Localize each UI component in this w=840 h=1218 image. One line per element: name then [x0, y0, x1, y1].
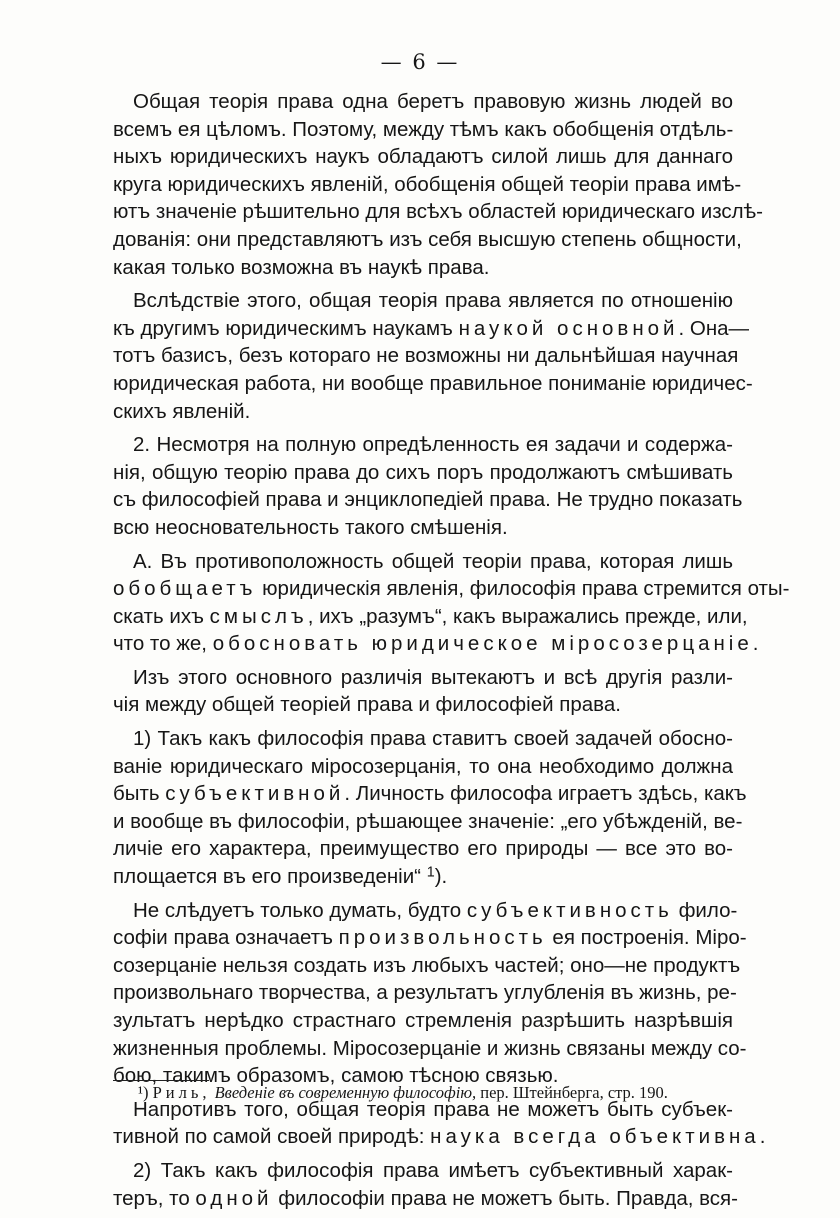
- line-text: А. Въ противоположность общей теоріи права, которая лишь: [133, 549, 733, 573]
- line-text: ея построенія. Міро-: [546, 926, 747, 950]
- text-line: [113, 753, 733, 781]
- line-text: скать ихъ: [113, 604, 210, 628]
- footnote-reference: 1: [426, 864, 435, 881]
- paragraph: [113, 287, 753, 425]
- text-line: [113, 143, 733, 171]
- line-text: софіи права означаетъ: [113, 926, 339, 950]
- footnote-marker: ¹): [138, 1083, 149, 1102]
- line-text: тотъ базисъ, безъ котораго не возможны ни дальнѣйшая научная: [113, 344, 739, 368]
- line-text: чія между общей теоріей права и философіей права.: [113, 693, 621, 717]
- line-text: личіе его характера, преимущество его природы — все это во-: [113, 837, 733, 861]
- text-line: [113, 897, 738, 925]
- emphasized-text: наукой основной: [458, 316, 679, 340]
- text-line: [113, 1123, 766, 1151]
- emphasized-text: одной: [195, 1186, 273, 1210]
- paragraph: [113, 88, 763, 281]
- line-text: юридическая работа, ни вообще правильное пониманіе юридичес-: [113, 371, 753, 395]
- text-line: [113, 725, 733, 753]
- paragraph: [113, 548, 790, 658]
- line-text: 2. Несмотря на полную опредѣленность ея задачи и содержа-: [133, 433, 733, 457]
- line-text: быть: [113, 782, 166, 806]
- line-text: нія, общую теорію права до сихъ поръ продолжаютъ смѣшивать: [113, 460, 733, 484]
- paragraph: [113, 664, 733, 719]
- line-text: теръ, то: [113, 1186, 196, 1210]
- emphasized-text: смыслъ: [209, 604, 308, 628]
- emphasized-text: обосновать юридическое міросозерцаніе: [212, 632, 753, 656]
- footnote-rest: пер. Штейнберга, стр. 190.: [480, 1083, 668, 1102]
- text-line: [113, 808, 743, 836]
- text-line: [113, 691, 733, 719]
- emphasized-text: субъективной: [165, 782, 345, 806]
- paragraph: [113, 1157, 738, 1212]
- text-line: [113, 226, 742, 254]
- text-line: [113, 548, 733, 576]
- paragraph: [113, 897, 747, 1090]
- emphasized-text: обобщаетъ: [113, 577, 257, 601]
- text-line: [113, 924, 747, 952]
- text-line: [113, 630, 759, 658]
- line-text: всю неосновательность такого смѣшенія.: [113, 515, 508, 539]
- text-line: [113, 1185, 738, 1213]
- text-line: [113, 431, 733, 459]
- text-line: [113, 342, 739, 370]
- text-line: [113, 370, 753, 398]
- line-text: 2) Такъ какъ философія права имѣетъ субъективный харак-: [133, 1158, 733, 1182]
- text-line: [113, 780, 747, 808]
- line-text: Не слѣдуетъ только думать, будто: [133, 898, 467, 922]
- line-text: .: [759, 1125, 766, 1149]
- line-text: скихъ явленій.: [113, 399, 251, 423]
- text-line: [113, 116, 733, 144]
- line-text: дованія: они представляютъ изъ себя высшую степень общности,: [113, 227, 742, 251]
- line-text: ).: [434, 865, 448, 889]
- line-text: какая только возможна въ наукѣ права.: [113, 255, 490, 279]
- footnote-divider: [113, 1080, 209, 1081]
- line-text: юридическія явленія, философія права стремится оты-: [256, 577, 790, 601]
- text-line: [113, 575, 790, 603]
- line-text: произвольнаго творчества, а результатъ углубленія въ жизнь, ре-: [113, 981, 737, 1005]
- emphasized-text: произвольность: [338, 926, 547, 950]
- line-text: Изъ этого основного различія вытекаютъ и всѣ другія разли-: [133, 665, 733, 689]
- text-line: [113, 315, 750, 343]
- line-text: фило-: [672, 898, 738, 922]
- line-text: бою, такимъ образомъ, самою тѣсною связью.: [113, 1064, 559, 1088]
- line-text: философіи права не можетъ быть. Правда, вся-: [272, 1186, 738, 1210]
- emphasized-text: наука всегда объективна: [430, 1125, 760, 1149]
- line-text: созерцаніе нельзя создать изъ любыхъ частей; оно—не продуктъ: [113, 953, 741, 977]
- paragraph: [113, 1096, 766, 1151]
- text-line: [113, 398, 733, 426]
- text-line: [113, 952, 741, 980]
- line-text: Напротивъ того, общая теорія права не можетъ быть субъек-: [133, 1097, 733, 1121]
- emphasized-text: субъективность: [466, 898, 673, 922]
- text-line: [113, 198, 763, 226]
- line-text: къ другимъ юридическимъ наукамъ: [113, 316, 459, 340]
- line-text: жизненныя проблемы. Міросозерцаніе и жизнь связаны между со-: [113, 1036, 747, 1060]
- line-text: ваніе юридическаго міросозерцанія, то она необходимо должна: [113, 754, 733, 778]
- text-line: [113, 835, 733, 863]
- text-line: [113, 603, 748, 631]
- line-text: ныхъ юридическихъ наукъ обладаютъ силой лишь для даннаго: [113, 145, 733, 169]
- line-text: Вслѣдствіе этого, общая теорія права является по отношенію: [133, 289, 733, 313]
- text-line: [113, 1007, 733, 1035]
- footnote-title: Введеніе въ современную философію,: [214, 1083, 477, 1102]
- line-text: что то же,: [113, 632, 213, 656]
- page-number: — 6 —: [380, 50, 460, 74]
- line-text: .: [752, 632, 759, 656]
- text-line: [113, 1157, 733, 1185]
- line-text: 1) Такъ какъ философія права ставитъ своей задачей обосно-: [133, 727, 733, 751]
- line-text: Общая теорія права одна беретъ правовую жизнь людей во: [133, 90, 733, 113]
- text-line: [113, 664, 733, 692]
- text-line: [113, 88, 733, 116]
- paragraph: [113, 725, 747, 891]
- text-line: [113, 1035, 747, 1063]
- line-text: , ихъ „разумъ“, какъ выражались прежде, или,: [307, 604, 748, 628]
- line-text: круга юридическихъ явленій, обобщенія общей теоріи права имѣ-: [113, 172, 742, 196]
- line-text: площается въ его произведеніи“: [113, 865, 427, 889]
- body-text: [113, 88, 790, 1218]
- text-line: [113, 171, 742, 199]
- footnote: [138, 1083, 738, 1103]
- text-line: [113, 287, 733, 315]
- line-text: . Личность философа играетъ здѣсь, какъ: [344, 782, 747, 806]
- line-text: . Она—: [678, 316, 750, 340]
- text-line: [113, 486, 743, 514]
- footnote-author: Риль,: [152, 1083, 211, 1102]
- line-text: всемъ ея цѣломъ. Поэтому, между тѣмъ какъ обобщенія отдѣль-: [113, 117, 734, 141]
- line-text: ютъ значеніе рѣшительно для всѣхъ областей юридическаго изслѣ-: [113, 200, 763, 224]
- text-line: [113, 514, 733, 542]
- paragraph: [113, 431, 743, 541]
- line-text: зультатъ нерѣдко страстнаго стремленія разрѣшить назрѣвшія: [113, 1009, 733, 1032]
- line-text: съ философіей права и энциклопедіей права. Не трудно показать: [113, 488, 743, 512]
- line-text: тивной по самой своей природѣ:: [113, 1125, 431, 1149]
- text-line: [113, 863, 733, 891]
- text-line: [113, 979, 737, 1007]
- text-line: [113, 254, 733, 282]
- line-text: и вообще въ философіи, рѣшающее значеніе: „его убѣжденій, ве-: [113, 809, 743, 833]
- text-line: [113, 459, 733, 487]
